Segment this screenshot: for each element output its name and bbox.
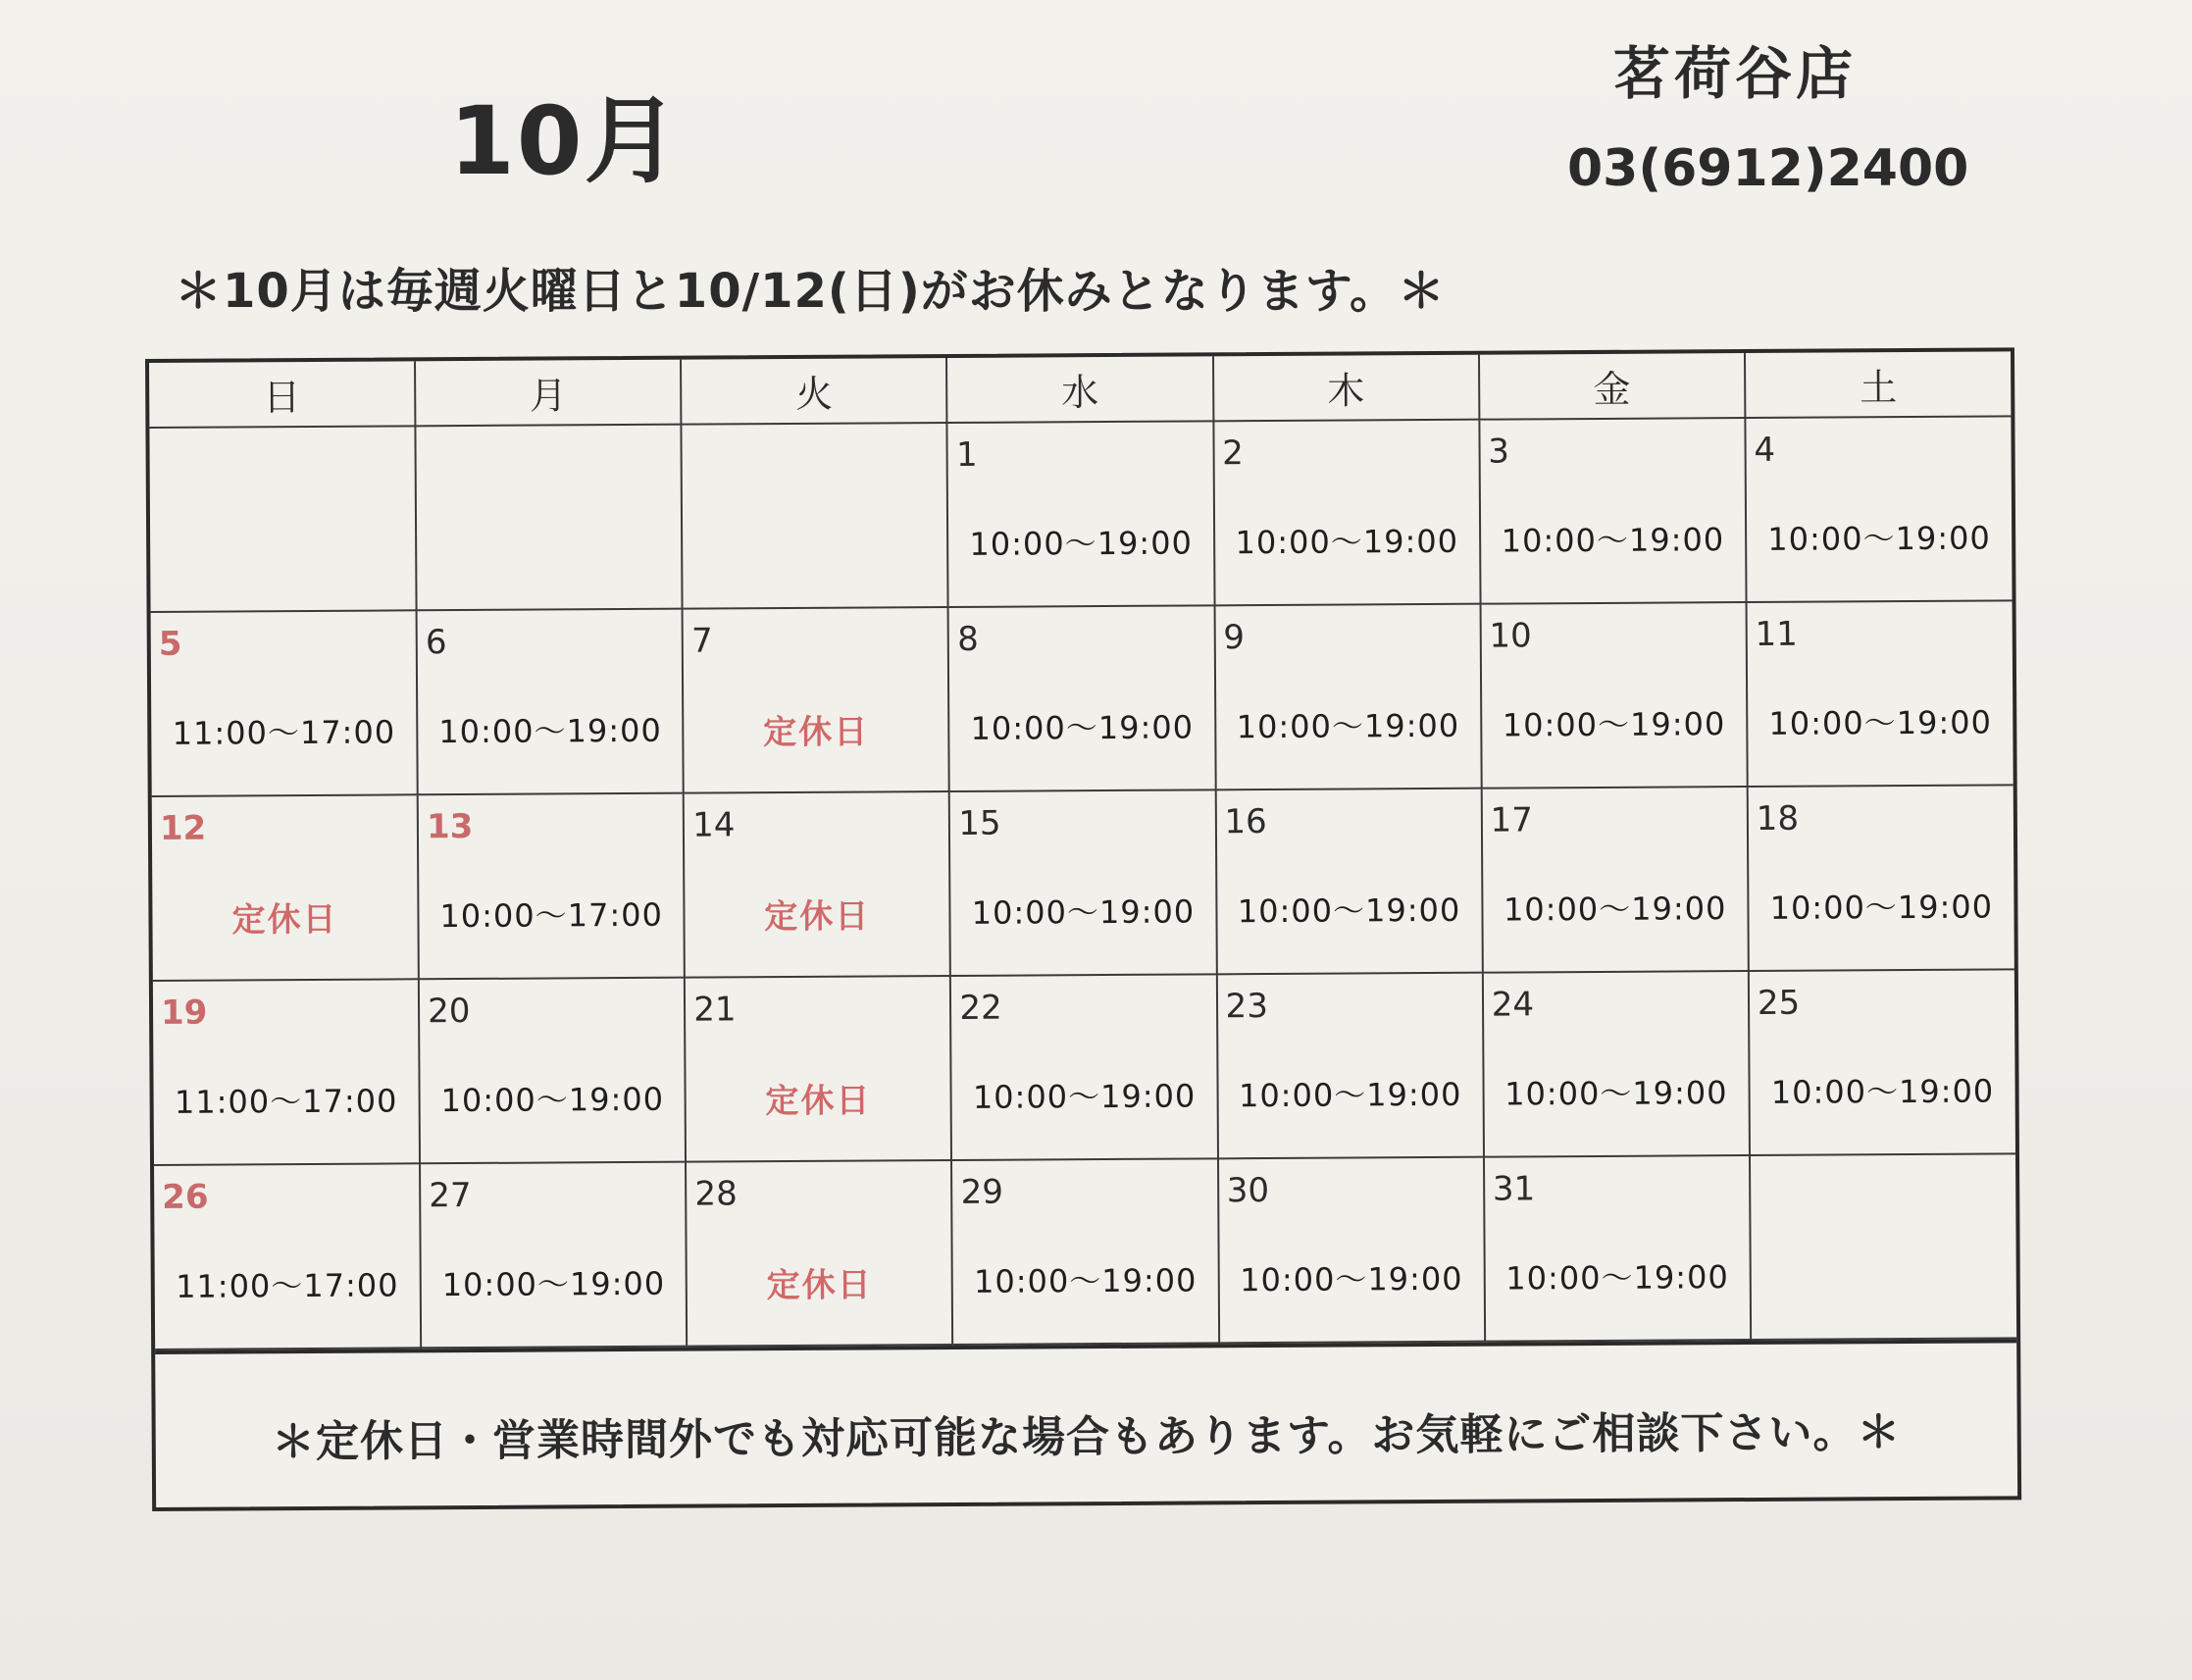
store-phone: 03(6912)2400 (1567, 139, 1969, 198)
day-number: 3 (1488, 432, 1510, 472)
weekday-header: 土 (1745, 351, 2012, 418)
day-cell (951, 1158, 1218, 1345)
day-cell (153, 979, 420, 1165)
day-number: 17 (1490, 800, 1533, 840)
day-cell (1748, 785, 2014, 971)
day-number: 27 (429, 1175, 472, 1216)
day-cell (1750, 1153, 2016, 1340)
day-cell (1484, 1155, 1751, 1342)
calendar-week-row (154, 1153, 2016, 1349)
business-hours: 10:00〜19:00 (1504, 1074, 1728, 1113)
day-cell (1749, 969, 2015, 1155)
calendar-grid (149, 351, 2016, 1350)
day-number: 25 (1757, 983, 1801, 1023)
business-hours: 11:00〜17:00 (174, 1082, 398, 1121)
day-cell (154, 1163, 421, 1349)
day-number: 26 (162, 1177, 209, 1217)
business-hours: 11:00〜17:00 (172, 713, 396, 752)
day-cell (420, 1162, 687, 1349)
weekday-header: 木 (1213, 355, 1480, 422)
business-hours: 11:00〜17:00 (176, 1266, 399, 1305)
holiday-notice: ＊10月は毎週火曜日と10/12(日)がお休みとなります。＊ (175, 264, 1446, 319)
weekday-header: 火 (681, 358, 947, 425)
day-cell (948, 605, 1215, 791)
day-cell (1214, 604, 1481, 790)
day-cell (1481, 787, 1748, 973)
closed-day-label: 定休日 (763, 712, 870, 753)
business-hours: 10:00〜19:00 (1769, 888, 1994, 927)
weekday-header: 月 (415, 360, 682, 427)
business-hours: 10:00〜19:00 (1501, 521, 1725, 560)
day-cell (418, 793, 685, 980)
day-cell (685, 976, 951, 1162)
day-number: 22 (959, 988, 1002, 1028)
closed-day-label: 定休日 (764, 896, 871, 938)
day-cell (683, 607, 949, 793)
calendar-week-row (153, 969, 2015, 1165)
calendar-week-row (152, 785, 2014, 981)
business-hours: 10:00〜19:00 (1770, 1072, 1995, 1111)
business-hours: 10:00〜19:00 (1237, 891, 1461, 931)
day-cell (149, 426, 416, 612)
day-number: 7 (690, 621, 713, 661)
day-cell (152, 794, 419, 981)
day-cell (1216, 973, 1483, 1159)
business-hours: 10:00〜19:00 (1502, 705, 1726, 744)
day-number: 1 (955, 434, 978, 475)
day-cell (1745, 416, 2012, 602)
day-number: 30 (1226, 1171, 1270, 1211)
day-cell (947, 421, 1214, 607)
business-hours: 10:00〜19:00 (1235, 522, 1459, 562)
day-number: 28 (694, 1174, 738, 1214)
day-cell (1215, 789, 1482, 975)
day-number: 11 (1755, 614, 1798, 654)
day-cell (417, 609, 684, 795)
footer-note: ＊定休日・営業時間外でも対応可能な場合もあります。お気軽にご相談下さい。＊ (155, 1339, 2017, 1523)
business-hours: 10:00〜19:00 (1767, 519, 1991, 558)
day-number: 23 (1225, 987, 1269, 1027)
calendar-table (145, 347, 2021, 1511)
closed-day-label: 定休日 (231, 899, 338, 941)
business-hours: 10:00〜19:00 (441, 1264, 666, 1304)
day-number: 2 (1222, 433, 1244, 474)
day-number: 19 (160, 993, 208, 1033)
business-hours: 10:00〜19:00 (1240, 1259, 1463, 1299)
business-hours: 10:00〜19:00 (1236, 706, 1460, 746)
closed-day-label: 定休日 (766, 1265, 873, 1306)
day-number: 13 (426, 806, 474, 847)
day-number: 21 (693, 990, 737, 1030)
calendar-week-row (151, 600, 2014, 796)
day-cell (1746, 600, 2013, 787)
day-cell (151, 610, 418, 796)
day-cell (419, 978, 686, 1164)
day-cell (684, 791, 950, 978)
day-number: 24 (1491, 985, 1535, 1025)
day-number: 31 (1492, 1169, 1536, 1209)
calendar-week-row (149, 416, 2012, 612)
business-hours: 10:00〜19:00 (440, 1080, 665, 1120)
business-hours: 10:00〜19:00 (1505, 1258, 1729, 1298)
calendar-body (149, 416, 2016, 1349)
business-hours: 10:00〜17:00 (439, 895, 664, 936)
day-number: 18 (1756, 798, 1800, 839)
business-hours: 10:00〜19:00 (1238, 1075, 1462, 1115)
day-cell (686, 1160, 952, 1347)
business-hours: 10:00〜19:00 (438, 711, 662, 751)
day-number: 16 (1224, 802, 1267, 842)
business-hours: 10:00〜19:00 (972, 1077, 1197, 1116)
day-number: 4 (1754, 430, 1776, 470)
day-cell (1213, 420, 1480, 606)
weekday-header: 水 (946, 356, 1213, 423)
business-hours: 10:00〜19:00 (969, 524, 1193, 563)
business-hours: 10:00〜19:00 (973, 1261, 1198, 1300)
day-cell (1483, 971, 1750, 1157)
day-number: 29 (960, 1172, 1004, 1212)
day-number: 9 (1223, 618, 1246, 658)
day-cell (950, 974, 1217, 1160)
weekday-header: 金 (1479, 353, 1746, 420)
day-number: 10 (1489, 616, 1532, 656)
closed-day-label: 定休日 (765, 1081, 872, 1122)
business-hours: 10:00〜19:00 (970, 708, 1195, 747)
day-cell (1479, 418, 1746, 604)
business-hours: 10:00〜19:00 (1768, 703, 1993, 742)
day-number: 6 (425, 623, 447, 663)
day-number: 20 (428, 991, 471, 1032)
weekday-header-row (149, 351, 2011, 428)
day-number: 15 (958, 803, 1001, 843)
day-number: 5 (158, 624, 182, 664)
day-cell (949, 789, 1216, 976)
day-number: 8 (957, 619, 979, 659)
day-cell (682, 423, 948, 609)
store-name: 茗荷谷店 (1613, 40, 1858, 107)
day-cell (1218, 1157, 1485, 1344)
day-number: 14 (692, 805, 736, 845)
month-title: 10月 (449, 86, 681, 196)
day-number: 12 (159, 808, 207, 848)
day-cell (1480, 602, 1747, 789)
business-hours: 10:00〜19:00 (1503, 890, 1727, 929)
weekday-header: 日 (149, 361, 416, 428)
business-hours: 10:00〜19:00 (971, 892, 1196, 932)
day-cell (416, 425, 683, 611)
